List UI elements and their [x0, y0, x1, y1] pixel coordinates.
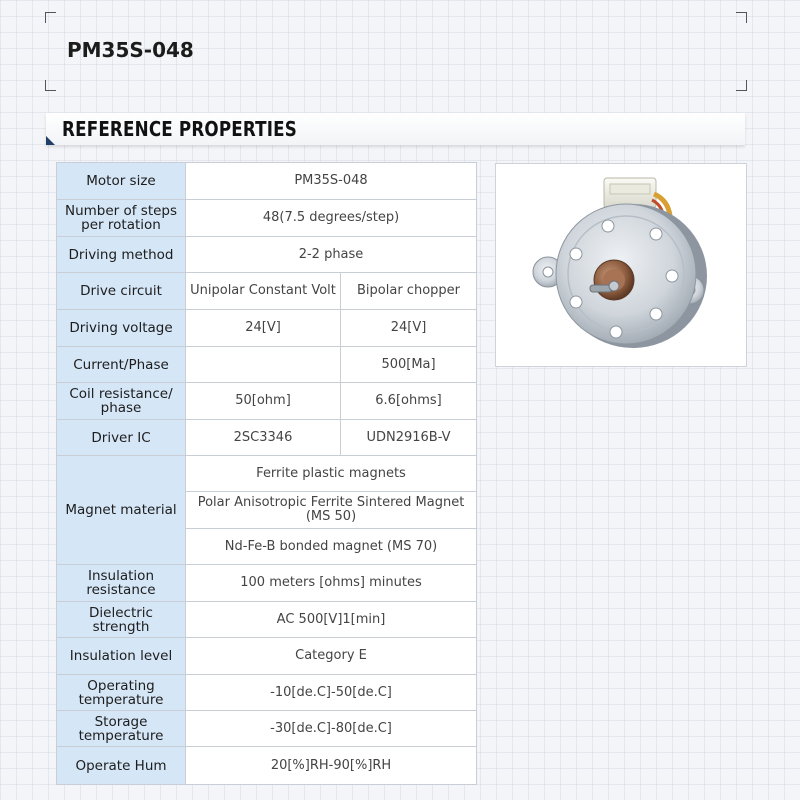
spec-label: Magnet material [57, 456, 186, 565]
section-heading: REFERENCE PROPERTIES [62, 117, 298, 141]
spec-label: Storage temperature [57, 711, 186, 747]
spec-label: Current/Phase [57, 347, 186, 383]
table-row [57, 711, 477, 747]
spec-label: Driver IC [57, 420, 186, 456]
crop-mark-bottom-right [736, 80, 747, 91]
spec-value-unipolar: 24[V] [186, 310, 341, 347]
spec-value-bipolar: 24[V] [341, 310, 477, 347]
table-row [57, 638, 477, 675]
spec-value: Category E [186, 638, 477, 675]
section-header [46, 113, 745, 145]
spec-value-unipolar: Unipolar Constant Volt [186, 273, 341, 310]
spec-value: 100 meters [ohms] minutes [186, 565, 477, 602]
table-row [57, 747, 477, 785]
magnet-option: Ferrite plastic magnets [186, 456, 477, 492]
table-row [57, 163, 477, 200]
spec-value: -10[de.C]-50[de.C] [186, 675, 477, 711]
spec-value: 48(7.5 degrees/step) [186, 200, 477, 237]
crop-mark-top-left [45, 12, 56, 23]
crop-mark-top-right [736, 12, 747, 23]
spec-value-unipolar: 50[ohm] [186, 383, 341, 420]
spec-label: Dielectric strength [57, 602, 186, 638]
spec-table [56, 162, 477, 785]
spec-value: AC 500[V]1[min] [186, 602, 477, 638]
spec-label: Drive circuit [57, 273, 186, 310]
spec-value-bipolar: UDN2916B-V [341, 420, 477, 456]
spec-label: Insulation level [57, 638, 186, 675]
magnet-option: Polar Anisotropic Ferrite Sintered Magnet (MS 50) [186, 492, 477, 529]
table-row [57, 602, 477, 638]
crop-mark-bottom-left [45, 80, 56, 91]
table-row [57, 383, 477, 420]
table-row [57, 310, 477, 347]
spec-value: -30[de.C]-80[de.C] [186, 711, 477, 747]
spec-value-bipolar: 6.6[ohms] [341, 383, 477, 420]
table-row [57, 675, 477, 711]
spec-value-bipolar: Bipolar chopper [341, 273, 477, 310]
spec-label: Driving voltage [57, 310, 186, 347]
spec-value-unipolar [186, 347, 341, 383]
spec-label: Number of steps per rotation [57, 200, 186, 237]
section-accent-triangle [46, 136, 55, 145]
table-row [57, 347, 477, 383]
table-row [57, 237, 477, 273]
table-row [57, 565, 477, 602]
table-row [57, 200, 477, 237]
spec-value: 20[%]RH-90[%]RH [186, 747, 477, 785]
spec-value: 2-2 phase [186, 237, 477, 273]
spec-label: Operate Hum [57, 747, 186, 785]
spec-label: Driving method [57, 237, 186, 273]
spec-value: PM35S-048 [186, 163, 477, 200]
spec-label: Operating temperature [57, 675, 186, 711]
product-photo [495, 163, 747, 367]
magnet-option: Nd-Fe-B bonded magnet (MS 70) [186, 529, 477, 565]
spec-label: Insulation resistance [57, 565, 186, 602]
page-title: PM35S-048 [67, 38, 194, 62]
table-row [57, 456, 477, 492]
spec-label: Coil resistance/ phase [57, 383, 186, 420]
spec-label: Motor size [57, 163, 186, 200]
table-row [57, 420, 477, 456]
table-row [57, 273, 477, 310]
spec-value-unipolar: 2SC3346 [186, 420, 341, 456]
spec-value-bipolar: 500[Ma] [341, 347, 477, 383]
stepper-motor-illustration [496, 164, 746, 366]
